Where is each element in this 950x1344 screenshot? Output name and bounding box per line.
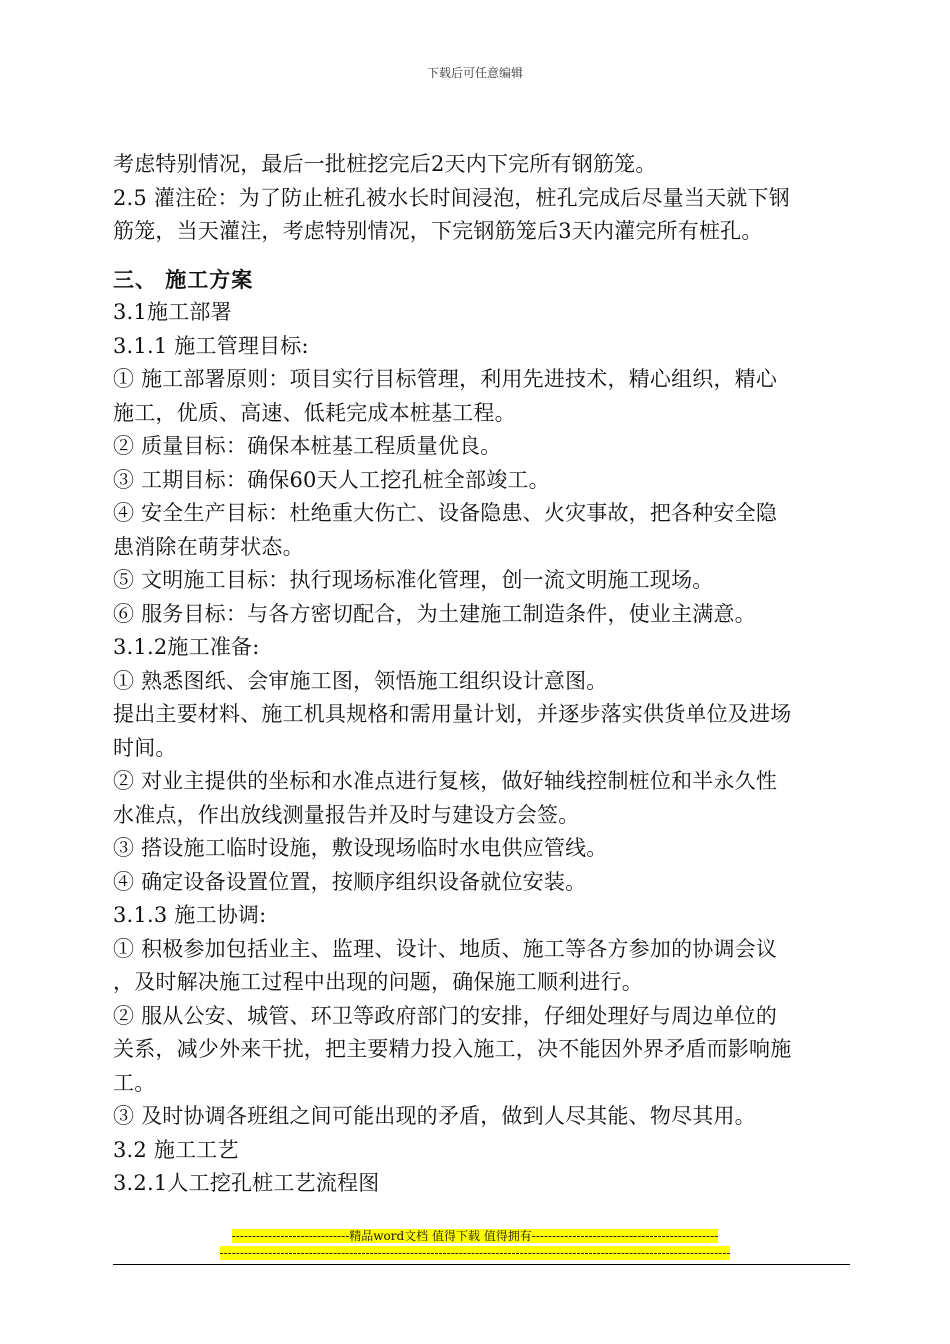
footer-dash-line — [0, 1246, 950, 1261]
list-item-line: ② 服从公安、城管、环卫等政府部门的安排，仔细处理好与周边单位的 — [113, 1003, 778, 1028]
list-item-line: 工。 — [113, 1070, 156, 1095]
subsection-heading: 3.1.3 施工协调: — [113, 903, 267, 927]
list-item-line: ① 施工部署原则：项目实行目标管理，利用先进技术，精心组织，精心 — [113, 367, 778, 391]
list-item-line: ④ 安全生产目标：杜绝重大伤亡、设备隐患、火灾事故，把各种安全隐 — [113, 501, 778, 525]
list-item-line: ① 熟悉图纸、会审施工图，领悟施工组织设计意图。 — [113, 668, 608, 693]
paragraph-line: 时间。 — [113, 735, 177, 760]
list-item-line: ③ 及时协调各班组之间可能出现的矛盾，做到人尽其能、物尽其用。 — [113, 1104, 756, 1128]
list-item-line: 关系，减少外来干扰，把主要精力投入施工，决不能因外界矛盾而影响施 — [113, 1037, 792, 1061]
list-item-line: ② 对业主提供的坐标和水准点进行复核，做好轴线控制桩位和半永久性 — [113, 769, 778, 793]
list-item-line: ① 积极参加包括业主、监理、设计、地质、施工等各方参加的协调会议 — [113, 936, 778, 961]
list-item-line: 施工，优质、高速、低耗完成本桩基工程。 — [113, 400, 516, 425]
list-item-line: ，及时解决施工过程中出现的问题，确保施工顺利进行。 — [113, 970, 643, 994]
footer-banner-text: -----------------------------精品word文档 值得下载 值得拥有---------------------------------------------- — [231, 1229, 719, 1243]
section-heading: 三、 施工方案 — [113, 266, 254, 292]
subsection-heading: 3.1施工部署 — [113, 300, 232, 324]
paragraph-line: 2.5 灌注砼：为了防止桩孔被水长时间浸泡，桩孔完成后尽量当天就下钢 — [113, 185, 790, 210]
footer-dash-text: ------------------------------------------------------------------------------------------------------------------------------ — [219, 1246, 731, 1260]
list-item-line: 患消除在萌芽状态。 — [113, 534, 304, 559]
paragraph-line: 提出主要材料、施工机具规格和需用量计划，并逐步落实供货单位及进场 — [113, 702, 792, 726]
subsection-heading: 3.1.1 施工管理目标: — [113, 333, 309, 358]
list-item-line: 水准点，作出放线测量报告并及时与建设方会签。 — [113, 802, 580, 827]
list-item-line: ② 质量目标：确保本桩基工程质量优良。 — [113, 434, 502, 458]
footer-banner — [0, 1229, 950, 1244]
subsection-heading: 3.2 施工工艺 — [113, 1137, 239, 1162]
list-item-line: ③ 工期目标：确保60天人工挖孔桩全部竣工。 — [113, 467, 550, 492]
subsection-heading: 3.1.2施工准备: — [113, 635, 260, 659]
page-header: 下载后可任意编辑 — [426, 66, 523, 80]
list-item-line: ⑤ 文明施工目标：执行现场标准化管理，创一流文明施工现场。 — [113, 568, 714, 592]
document-body — [113, 148, 853, 1201]
subsection-heading: 3.2.1人工挖孔桩工艺流程图 — [113, 1171, 380, 1195]
paragraph-line: 筋笼，当天灌注，考虑特别情况，下完钢筋笼后3天内灌完所有桩孔。 — [113, 219, 763, 243]
paragraph-line: 考虑特别情况，最后一批桩挖完后2天内下完所有钢筋笼。 — [113, 152, 657, 176]
list-item-line: ④ 确定设备设置位置，按顺序组织设备就位安装。 — [113, 869, 587, 894]
list-item-line: ③ 搭设施工临时设施，敷设现场临时水电供应管线。 — [113, 836, 608, 860]
list-item-line: ⑥ 服务目标：与各方密切配合，为土建施工制造条件，使业主满意。 — [113, 601, 756, 626]
footer-divider — [113, 1264, 850, 1265]
